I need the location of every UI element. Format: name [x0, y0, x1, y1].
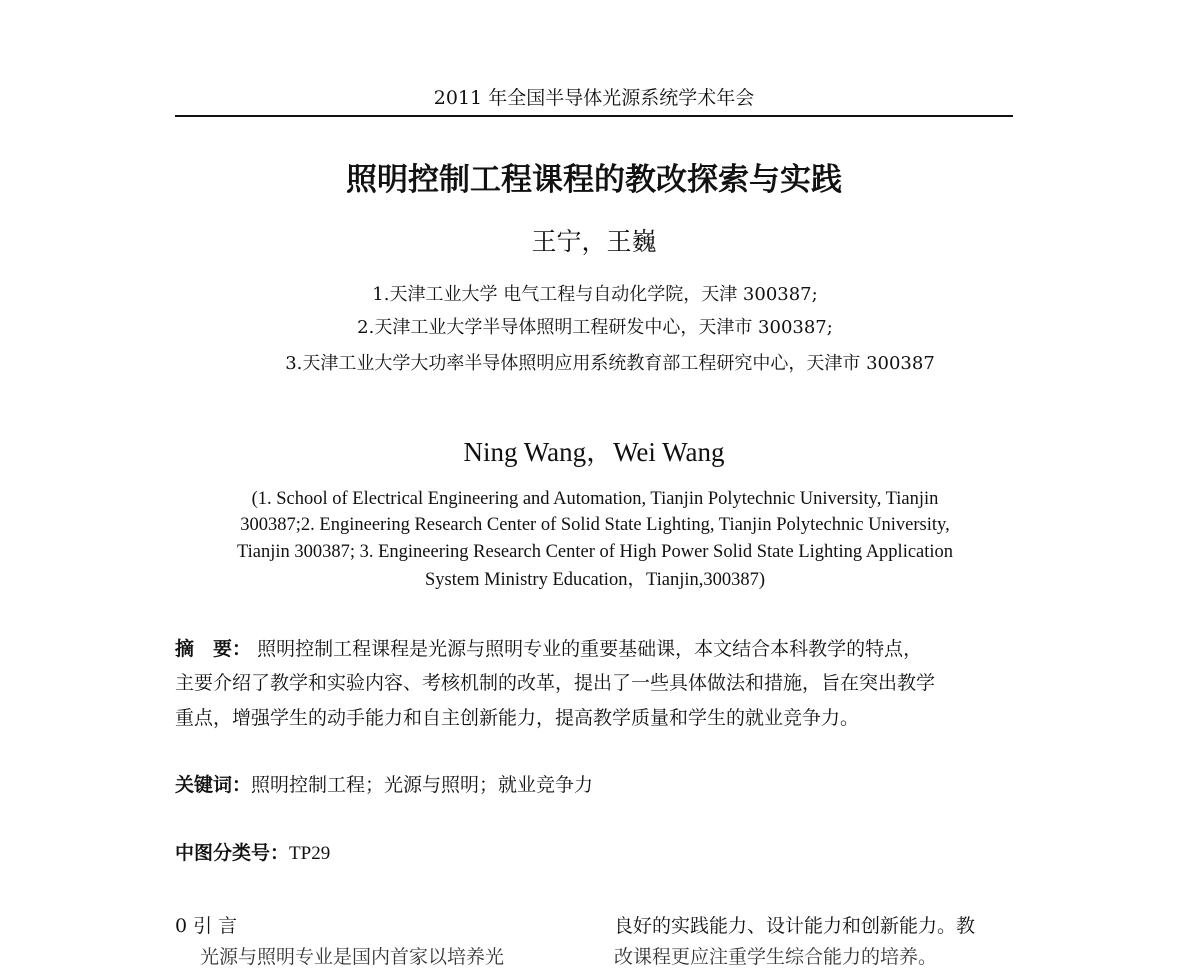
classification-number: [175, 840, 330, 867]
keywords: [175, 772, 593, 798]
section-heading-introduction: 0 引 言: [175, 915, 238, 937]
classification-code: TP29: [289, 843, 331, 864]
abstract-label: 摘 要：: [175, 638, 252, 660]
running-header: 2011 年全国半导体光源系统学术年会: [433, 87, 755, 109]
right-column-text-2: 改课程更应注重学生综合能力的培养。: [614, 946, 938, 968]
abstract-line-2: 主要介绍了教学和实验内容、考核机制的改革，提出了一些具体做法和措施，旨在突出教学: [175, 672, 936, 694]
header-rule: [175, 115, 1013, 117]
affiliation-en-line-1: (1. School of Electrical Engineering and Automation, Tianjin Polytechnic University, Tianjin: [251, 489, 939, 509]
authors-chinese: 王宁，王巍: [531, 227, 657, 256]
affiliation-cn-2: 2.天津工业大学半导体照明工程研发中心，天津市 300387;: [357, 317, 833, 338]
affiliation-cn-1: 1.天津工业大学 电气工程与自动化学院，天津 300387;: [372, 284, 818, 305]
paper-title: 照明控制工程课程的教改探索与实践: [346, 162, 842, 198]
affiliation-cn-3: 3.天津工业大学大功率半导体照明应用系统教育部工程研究中心，天津市 300387: [285, 353, 935, 374]
authors-english: Ning Wang，Wei Wang: [463, 437, 725, 467]
keywords-label: 关键词：: [175, 774, 252, 796]
abstract-text-1: 照明控制工程课程是光源与照明专业的重要基础课，本文结合本科教学的特点，: [257, 638, 923, 660]
classification-label: 中图分类号：: [175, 842, 290, 864]
abstract-line-1: [175, 636, 1015, 662]
affiliation-en-line-4: System Ministry Education，Tianjin,300387): [424, 570, 766, 590]
affiliation-en-line-3: Tianjin 300387; 3. Engineering Research Center of High Power Solid State Lighting Application: [236, 542, 954, 562]
abstract-line-3: 重点，增强学生的动手能力和自主创新能力，提高教学质量和学生的就业竞争力。: [175, 707, 860, 729]
right-column-text-1: 良好的实践能力、设计能力和创新能力。教: [614, 915, 976, 937]
keywords-text: 照明控制工程；光源与照明；就业竞争力: [251, 774, 594, 796]
affiliation-en-line-2: 300387;2. Engineering Research Center of Solid State Lighting, Tianjin Polytechnic University,: [240, 515, 950, 535]
left-column-text: 光源与照明专业是国内首家以培养光: [200, 946, 505, 968]
